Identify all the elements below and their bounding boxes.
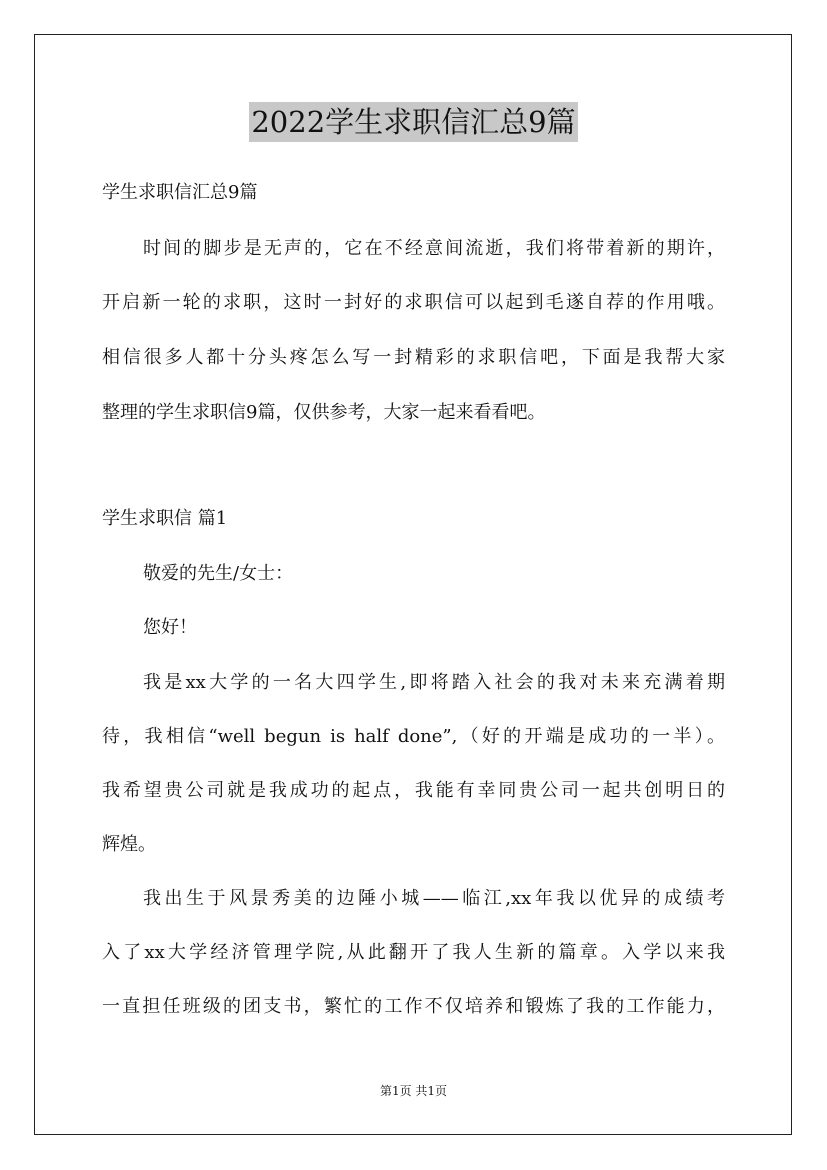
document-title-wrap bbox=[0, 102, 827, 142]
document-title: 2022学生求职信汇总9篇 bbox=[249, 102, 577, 142]
paragraph2-line-2: 入了xx大学经济管理学院,从此翻开了我人生新的篇章。入学以来我 bbox=[102, 942, 725, 963]
document-subtitle: 学生求职信汇总9篇 bbox=[102, 182, 258, 203]
intro-line-1: 时间的脚步是无声的，它在不经意间流逝，我们将带着新的期许， bbox=[143, 238, 725, 259]
intro-line-2: 开启新一轮的求职，这时一封好的求职信可以起到毛遂自荐的作用哦。 bbox=[102, 292, 725, 313]
paragraph2-line-3: 一直担任班级的团支书，繁忙的工作不仅培养和锻炼了我的工作能力， bbox=[102, 996, 725, 1017]
page-footer: 第1页 共1页 bbox=[379, 1084, 448, 1098]
paragraph1-line-2: 待，我相信“well begun is half done”,（好的开端是成功的一半）。 bbox=[102, 726, 725, 747]
intro-line-4: 整理的学生求职信9篇，仅供参考，大家一起来看看吧。 bbox=[102, 402, 546, 423]
paragraph1-line-3: 我希望贵公司就是我成功的起点，我能有幸同贵公司一起共创明日的 bbox=[102, 780, 725, 801]
intro-line-3: 相信很多人都十分头疼怎么写一封精彩的求职信吧，下面是我帮大家 bbox=[102, 347, 725, 368]
paragraph2-line-1: 我出生于风景秀美的边陲小城——临江,xx年我以优异的成绩考 bbox=[143, 888, 725, 909]
salutation: 敬爱的先生/女士： bbox=[143, 563, 294, 584]
paragraph1-line-1: 我是xx大学的一名大四学生,即将踏入社会的我对未来充满着期 bbox=[143, 672, 725, 693]
greeting: 您好！ bbox=[143, 617, 197, 638]
section-heading: 学生求职信 篇1 bbox=[102, 508, 228, 529]
paragraph1-line-4: 辉煌。 bbox=[102, 834, 156, 855]
